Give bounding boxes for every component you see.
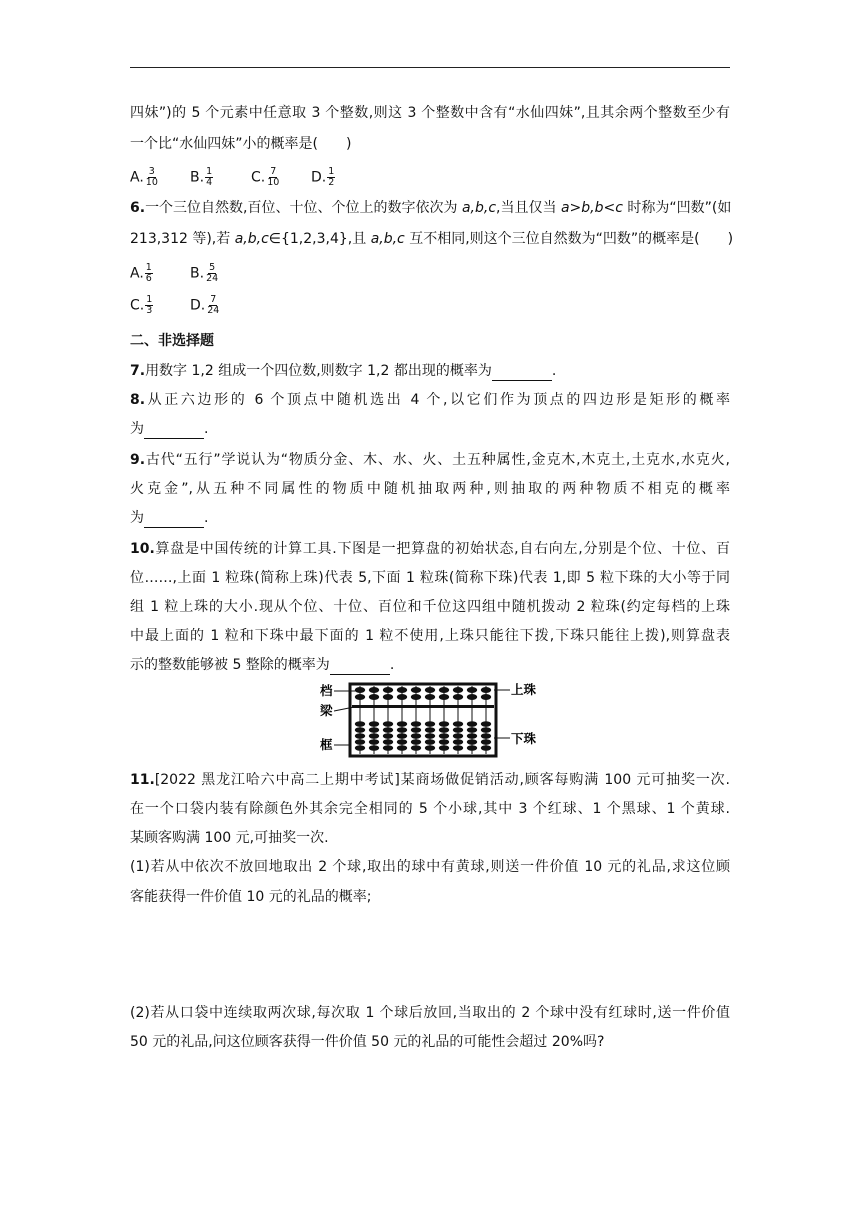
abacus-lower-bead [481, 733, 491, 739]
q6-option-c[interactable]: C. $\frac{1}{3}$ [130, 294, 153, 316]
q8-answer-blank[interactable] [144, 424, 204, 439]
q5-option-d[interactable]: D. $\frac{1}{2}$ [311, 166, 335, 188]
q5-option-b[interactable]: B. $\frac{1}{4}$ [190, 166, 213, 188]
q10-text-line3: 组 1 粒上珠的大小.现从个位、十位、百位和千位这四组中随机拨动 2 粒珠(约定每档的上珠 [130, 599, 730, 615]
abacus-lower-bead [383, 733, 393, 739]
abacus-upper-bead [411, 687, 421, 693]
abacus-upper-bead [355, 687, 365, 693]
q10-text-line2: 位……,上面 1 粒珠(简称上珠)代表 5,下面 1 粒珠(简称下珠)代表 1,即 5 粒下珠的大小等于同 [130, 570, 730, 586]
q9-text-line2: 火克金”,从五种不同属性的物质中随机抽取两种,则抽取的两种物质不相克的概率 [130, 481, 730, 497]
abacus-lower-bead [397, 739, 407, 745]
abacus-lower-bead [425, 721, 435, 727]
abacus-lower-bead [411, 733, 421, 739]
abacus-upper-bead [397, 694, 407, 700]
abacus-lower-bead [383, 727, 393, 733]
abacus-upper-bead [467, 687, 477, 693]
abacus-lower-bead [411, 727, 421, 733]
abacus-upper-bead [467, 694, 477, 700]
q6-text-line1: 6.一个三位自然数,百位、十位、个位上的数字依次为 a,b,c,当且仅当 a>b,b<c 时称为“凹数”(如 [130, 200, 732, 216]
abacus-lower-bead [355, 727, 365, 733]
q8-text-line2: 为 . [130, 421, 209, 437]
abacus-lower-bead [355, 739, 365, 745]
abacus-upper-bead [425, 687, 435, 693]
abacus-lower-bead [411, 721, 421, 727]
abacus-upper-bead [397, 687, 407, 693]
abacus-label-xiazhu: 下珠 [511, 731, 537, 746]
abacus-upper-bead [411, 694, 421, 700]
abacus-upper-bead [439, 687, 449, 693]
q5-option-c[interactable]: C. $\frac{7}{10}$ [251, 166, 280, 188]
abacus-lower-bead [369, 745, 379, 751]
abacus-lower-bead [467, 733, 477, 739]
abacus-label-kuang: 框 [320, 737, 333, 752]
abacus-label-liang: 梁 [320, 703, 333, 718]
abacus-upper-bead [453, 687, 463, 693]
abacus-lower-bead [411, 745, 421, 751]
abacus-lower-bead [355, 733, 365, 739]
q6-option-b[interactable]: B. $\frac{5}{24}$ [190, 262, 219, 284]
abacus-lower-bead [481, 727, 491, 733]
q9-answer-blank[interactable] [144, 513, 204, 528]
q11-part1-line2: 客能获得一件价值 10 元的礼品的概率; [130, 889, 372, 905]
abacus-lower-bead [397, 721, 407, 727]
q5-option-a[interactable]: A. $\frac{3}{10}$ [130, 166, 158, 188]
q6-option-a[interactable]: A. $\frac{1}{6}$ [130, 262, 152, 284]
abacus-lower-bead [397, 745, 407, 751]
abacus-label-dang: 档 [320, 683, 333, 698]
abacus-beam [352, 705, 494, 708]
abacus-rods [355, 686, 491, 754]
q11-text-line3: 某顾客购满 100 元,可抽奖一次. [130, 830, 329, 846]
abacus-lower-bead [425, 745, 435, 751]
abacus-lower-bead [467, 745, 477, 751]
abacus-lower-bead [467, 739, 477, 745]
q8-text-line1: 8.从正六边形的 6 个顶点中随机选出 4 个,以它们作为顶点的四边形是矩形的概率 [130, 392, 730, 408]
abacus-lower-bead [383, 739, 393, 745]
q9-text-line3: 为 . [130, 510, 209, 526]
header-rule [130, 67, 730, 68]
abacus-lower-bead [481, 721, 491, 727]
abacus-lower-bead [369, 721, 379, 727]
abacus-lower-bead [439, 739, 449, 745]
abacus-upper-bead [369, 694, 379, 700]
abacus-lower-bead [425, 733, 435, 739]
abacus-lower-bead [453, 745, 463, 751]
abacus-lower-bead [383, 721, 393, 727]
q11-part2-line1: (2)若从口袋中连续取两次球,每次取 1 个球后放回,当取出的 2 个球中没有红球时,送一件价值 [130, 1005, 730, 1021]
q7-text: 7.用数字 1,2 组成一个四位数,则数字 1,2 都出现的概率为 . [130, 363, 557, 379]
abacus-lower-bead [439, 745, 449, 751]
q6-text-line2: 213,312 等),若 a,b,c∈{1,2,3,4},且 a,b,c 互不相同,则这个三位自然数为“凹数”的概率是( ) [130, 231, 734, 247]
q5-text-line2: 一个比“水仙四妹”小的概率是( ) [130, 136, 352, 152]
abacus-figure [318, 680, 550, 760]
abacus-label-shangzhu: 上珠 [511, 682, 537, 697]
abacus-upper-bead [453, 694, 463, 700]
abacus-lower-bead [439, 727, 449, 733]
q10-text-line1: 10.算盘是中国传统的计算工具.下图是一把算盘的初始状态,自右向左,分别是个位、十位、百 [130, 541, 730, 557]
abacus-upper-bead [383, 694, 393, 700]
q5-text-line1: 四妹”)的 5 个元素中任意取 3 个整数,则这 3 个整数中含有“水仙四妹”,且其余两个整数至少有 [130, 105, 730, 121]
abacus-lower-bead [355, 745, 365, 751]
abacus-lower-bead [481, 745, 491, 751]
q7-answer-blank[interactable] [492, 366, 552, 381]
q6-option-d[interactable]: D. $\frac{7}{24}$ [190, 294, 220, 316]
abacus-diagram [318, 680, 550, 760]
abacus-lower-bead [453, 733, 463, 739]
section-heading: 二、非选择题 [130, 333, 214, 349]
abacus-lower-bead [481, 739, 491, 745]
abacus-lower-bead [439, 721, 449, 727]
abacus-lower-bead [453, 721, 463, 727]
q11-text-line1: 11.[2022 黑龙江哈六中高二上期中考试]某商场做促销活动,顾客每购满 100 元可抽奖一次. [130, 772, 730, 788]
q11-part1-line1: (1)若从中依次不放回地取出 2 个球,取出的球中有黄球,则送一件价值 10 元的礼品,求这位顾 [130, 859, 730, 875]
abacus-lower-bead [355, 721, 365, 727]
abacus-upper-bead [355, 694, 365, 700]
abacus-upper-bead [369, 687, 379, 693]
q11-part2-line2: 50 元的礼品,问这位顾客获得一件价值 50 元的礼品的可能性会超过 20%吗? [130, 1034, 605, 1050]
abacus-upper-bead [481, 687, 491, 693]
abacus-lower-bead [467, 721, 477, 727]
abacus-lower-bead [453, 727, 463, 733]
abacus-upper-bead [481, 694, 491, 700]
abacus-upper-bead [425, 694, 435, 700]
abacus-upper-bead [439, 694, 449, 700]
abacus-lower-bead [411, 739, 421, 745]
abacus-lower-bead [467, 727, 477, 733]
abacus-lower-bead [369, 733, 379, 739]
abacus-lower-bead [397, 727, 407, 733]
abacus-lower-bead [453, 739, 463, 745]
abacus-lower-bead [439, 733, 449, 739]
q10-text-line4: 中最上面的 1 粒和下珠中最下面的 1 粒不使用,上珠只能往下拨,下珠只能往上拨),则算盘表 [130, 628, 730, 644]
q10-text-line5: 示的整数能够被 5 整除的概率为 . [130, 657, 395, 673]
abacus-lower-bead [369, 739, 379, 745]
q9-text-line1: 9.古代“五行”学说认为“物质分金、木、水、火、土五种属性,金克木,木克土,土克水,水克火, [130, 452, 730, 468]
abacus-lower-bead [369, 727, 379, 733]
abacus-lower-bead [383, 745, 393, 751]
abacus-lower-bead [397, 733, 407, 739]
abacus-upper-bead [383, 687, 393, 693]
abacus-lower-bead [425, 739, 435, 745]
abacus-lower-bead [425, 727, 435, 733]
q11-text-line2: 在一个口袋内装有除颜色外其余完全相同的 5 个小球,其中 3 个红球、1 个黑球、1 个黄球. [130, 801, 730, 817]
q10-answer-blank[interactable] [330, 660, 390, 675]
